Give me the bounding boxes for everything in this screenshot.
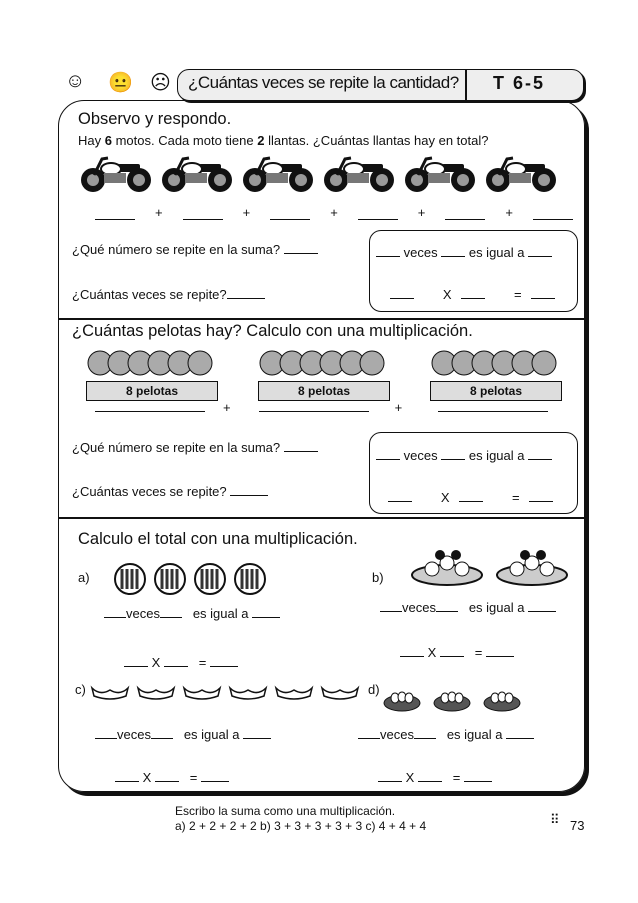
crate-label: 8 pelotas bbox=[430, 381, 562, 401]
section1-heading: Observo y respondo. bbox=[78, 110, 232, 128]
fruit-plate-icon bbox=[410, 545, 485, 592]
fruit-plate-icon bbox=[495, 545, 570, 592]
egg-nest-icon bbox=[432, 686, 472, 717]
answer-blank[interactable] bbox=[358, 219, 398, 220]
multiplication-sentence: X = bbox=[115, 770, 229, 785]
section1-prompt: Hay 6 motos. Cada moto tiene 2 llantas. ¿Cuántas llantas hay en total? bbox=[78, 133, 489, 148]
answer-blank[interactable] bbox=[445, 219, 485, 220]
carrot-bunch-icon bbox=[232, 563, 268, 600]
label-a: a) bbox=[78, 570, 90, 585]
egg-nests bbox=[382, 686, 522, 717]
motorcycle-icon bbox=[161, 155, 233, 198]
page-number: 73 bbox=[570, 818, 585, 833]
question-repeated-number: ¿Qué número se repite en la suma? bbox=[72, 440, 318, 455]
footer-instruction: Escribo la suma como una multiplicación. bbox=[175, 804, 396, 818]
carrot-bunch-icon bbox=[112, 563, 148, 600]
header-title: ¿Cuántas veces se repite la cantidad? bbox=[188, 73, 459, 92]
plus-sign: + bbox=[330, 205, 338, 220]
multiplication-sentence: X = bbox=[390, 287, 555, 302]
answer-blank[interactable] bbox=[183, 219, 223, 220]
motorcycle-icon bbox=[242, 155, 314, 198]
answer-blank[interactable] bbox=[284, 451, 318, 452]
multiplication-sentence: X = bbox=[400, 645, 514, 660]
veces-sentence: veces es igual a bbox=[358, 727, 534, 742]
fruit-plates bbox=[410, 545, 570, 592]
veces-sentence: veces es igual a bbox=[380, 600, 556, 615]
sum-row: + + bbox=[95, 400, 548, 415]
header-divider bbox=[465, 70, 467, 100]
motorcycle-icon bbox=[485, 155, 557, 198]
motorcycle-icon bbox=[323, 155, 395, 198]
page-dots-icon: ⠿ bbox=[550, 812, 560, 827]
section-divider bbox=[59, 318, 584, 320]
veces-sentence: veces es igual a bbox=[376, 448, 552, 463]
happy-face-icon[interactable]: ☺ bbox=[65, 70, 86, 92]
crate-label: 8 pelotas bbox=[86, 381, 218, 401]
section-divider bbox=[59, 517, 584, 519]
ball-crates bbox=[86, 346, 562, 401]
veces-sentence: veces es igual a bbox=[104, 606, 280, 621]
bird-group-icon bbox=[320, 682, 360, 707]
bird-group-icon bbox=[136, 682, 176, 707]
label-d: d) bbox=[368, 682, 380, 697]
ball-crate bbox=[430, 346, 562, 401]
neutral-face-icon[interactable]: 😐 bbox=[108, 72, 133, 94]
multiplication-sentence: X = bbox=[388, 490, 553, 505]
veces-sentence: veces es igual a bbox=[95, 727, 271, 742]
section2-heading: ¿Cuántas pelotas hay? Calculo con una multiplicación. bbox=[72, 322, 473, 340]
bird-group-icon bbox=[182, 682, 222, 707]
multiplication-sentence: X = bbox=[378, 770, 492, 785]
vegetable-bunches bbox=[112, 563, 268, 600]
crate-label: 8 pelotas bbox=[258, 381, 390, 401]
plus-sign: + bbox=[155, 205, 163, 220]
motorcycle-row bbox=[80, 155, 557, 198]
bird-group-icon bbox=[274, 682, 314, 707]
answer-blank[interactable] bbox=[533, 219, 573, 220]
ball-crate bbox=[258, 346, 390, 401]
multiplication-sentence: X = bbox=[124, 655, 238, 670]
question-times-repeated: ¿Cuántas veces se repite? bbox=[72, 287, 265, 302]
ball-crate bbox=[86, 346, 218, 401]
plus-sign: + bbox=[242, 205, 251, 220]
footer-items: a) 2 + 2 + 2 + 2 b) 3 + 3 + 3 + 3 + 3 c) 4 + 4 + 4 bbox=[175, 819, 427, 833]
label-b: b) bbox=[372, 570, 384, 585]
answer-blank[interactable] bbox=[230, 495, 268, 496]
lesson-code: T 6-5 bbox=[493, 73, 546, 93]
question-times-repeated: ¿Cuántas veces se repite? bbox=[72, 484, 268, 499]
sum-row bbox=[95, 205, 573, 220]
answer-blank[interactable] bbox=[227, 298, 265, 299]
question-repeated-number: ¿Qué número se repite en la suma? bbox=[72, 242, 318, 257]
answer-blank[interactable] bbox=[95, 219, 135, 220]
motorcycle-icon bbox=[404, 155, 476, 198]
carrot-bunch-icon bbox=[192, 563, 228, 600]
veces-sentence: veces es igual a bbox=[376, 245, 552, 260]
motorcycle-icon bbox=[80, 155, 152, 198]
egg-nest-icon bbox=[482, 686, 522, 717]
bird-group-icon bbox=[228, 682, 268, 707]
answer-blank[interactable] bbox=[270, 219, 310, 220]
sad-face-icon[interactable]: ☹ bbox=[150, 72, 171, 94]
carrot-bunch-icon bbox=[152, 563, 188, 600]
egg-nest-icon bbox=[382, 686, 422, 717]
bird-group-icon bbox=[90, 682, 130, 707]
footer-exercise bbox=[175, 804, 426, 834]
plus-sign: + bbox=[417, 205, 426, 220]
label-c: c) bbox=[75, 682, 86, 697]
plus-sign: + bbox=[505, 205, 513, 220]
bird-groups bbox=[90, 682, 360, 707]
section3-heading: Calculo el total con una multiplicación. bbox=[78, 530, 358, 548]
answer-blank[interactable] bbox=[284, 253, 318, 254]
